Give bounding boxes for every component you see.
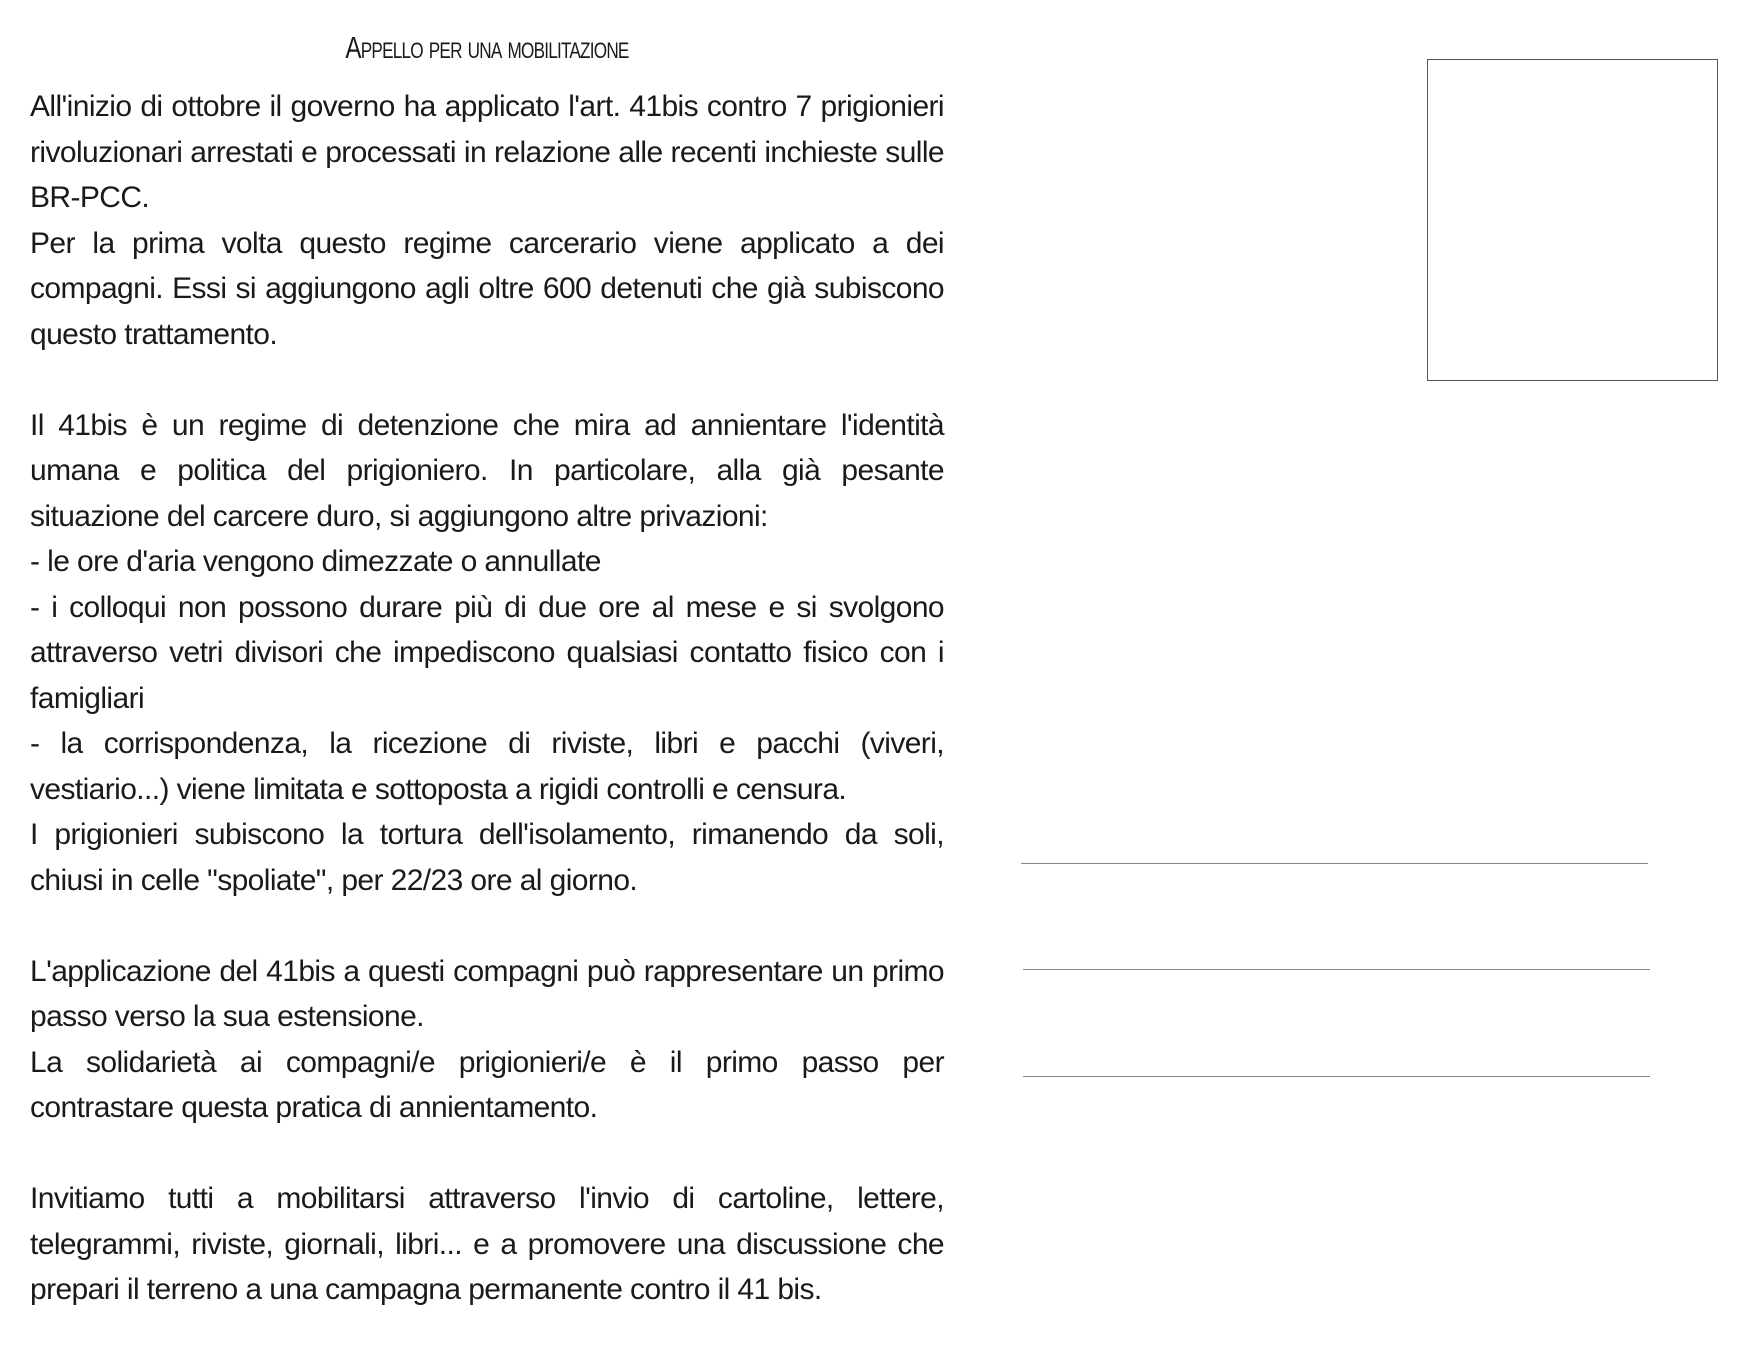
paragraph	[30, 84, 944, 357]
text-line: Per la prima volta questo regime carcerario viene applicato a dei compagni. Essi si aggiungono agli oltre 600 detenuti che già subiscono questo trattamento.	[30, 226, 944, 351]
address-line	[1023, 1076, 1650, 1077]
list-item: - le ore d'aria vengono dimezzate o annullate	[30, 545, 601, 578]
stamp-box	[1427, 59, 1718, 381]
text-line: Invitiamo tutti a mobilitarsi attraverso l'invio di cartoline, lettere, telegrammi, riviste, giornali, libri... e a promovere una discussione che prepari il terreno a una campagna permanente contro il 41 bis.	[30, 1182, 944, 1306]
address-line	[1021, 863, 1648, 864]
text-line: La solidarietà ai compagni/e prigionieri/e è il primo passo per contrastare questa pratica di annientamento.	[30, 1045, 944, 1124]
list-item: - la corrispondenza, la ricezione di riviste, libri e pacchi (viveri, vestiario...) viene limitata e sottoposta a rigidi controlli e censura.	[30, 727, 944, 806]
paragraph	[30, 1176, 944, 1313]
address-line	[1023, 969, 1650, 970]
list-item: - i colloqui non possono durare più di due ore al mese e si svolgono attraverso vetri divisori che impediscono qualsiasi contatto fisico con i famigliari	[30, 590, 944, 715]
text-line: Il 41bis è un regime di detenzione che mira ad annientare l'identità umana e politica del prigioniero. In particolare, alla già pesante situazione del carcere duro, si aggiungono altre privazioni:	[30, 408, 944, 533]
text-line: All'inizio di ottobre il governo ha applicato l'art. 41bis contro 7 prigionieri rivoluzionari arrestati e processati in relazione alle recenti inchieste sulle BR-PCC.	[30, 90, 944, 214]
paragraph	[30, 949, 944, 1131]
text-line: L'applicazione del 41bis a questi compagni può rappresentare un primo passo verso la sua estensione.	[30, 954, 944, 1033]
text-line: I prigionieri subiscono la tortura dell'isolamento, rimanendo da soli, chiusi in celle "spoliate", per 22/23 ore al giorno.	[30, 818, 944, 897]
body-text	[30, 84, 944, 1313]
page-title: Appello per una mobilitazione	[345, 30, 629, 65]
paragraph	[30, 403, 944, 904]
message-column	[30, 30, 944, 1358]
